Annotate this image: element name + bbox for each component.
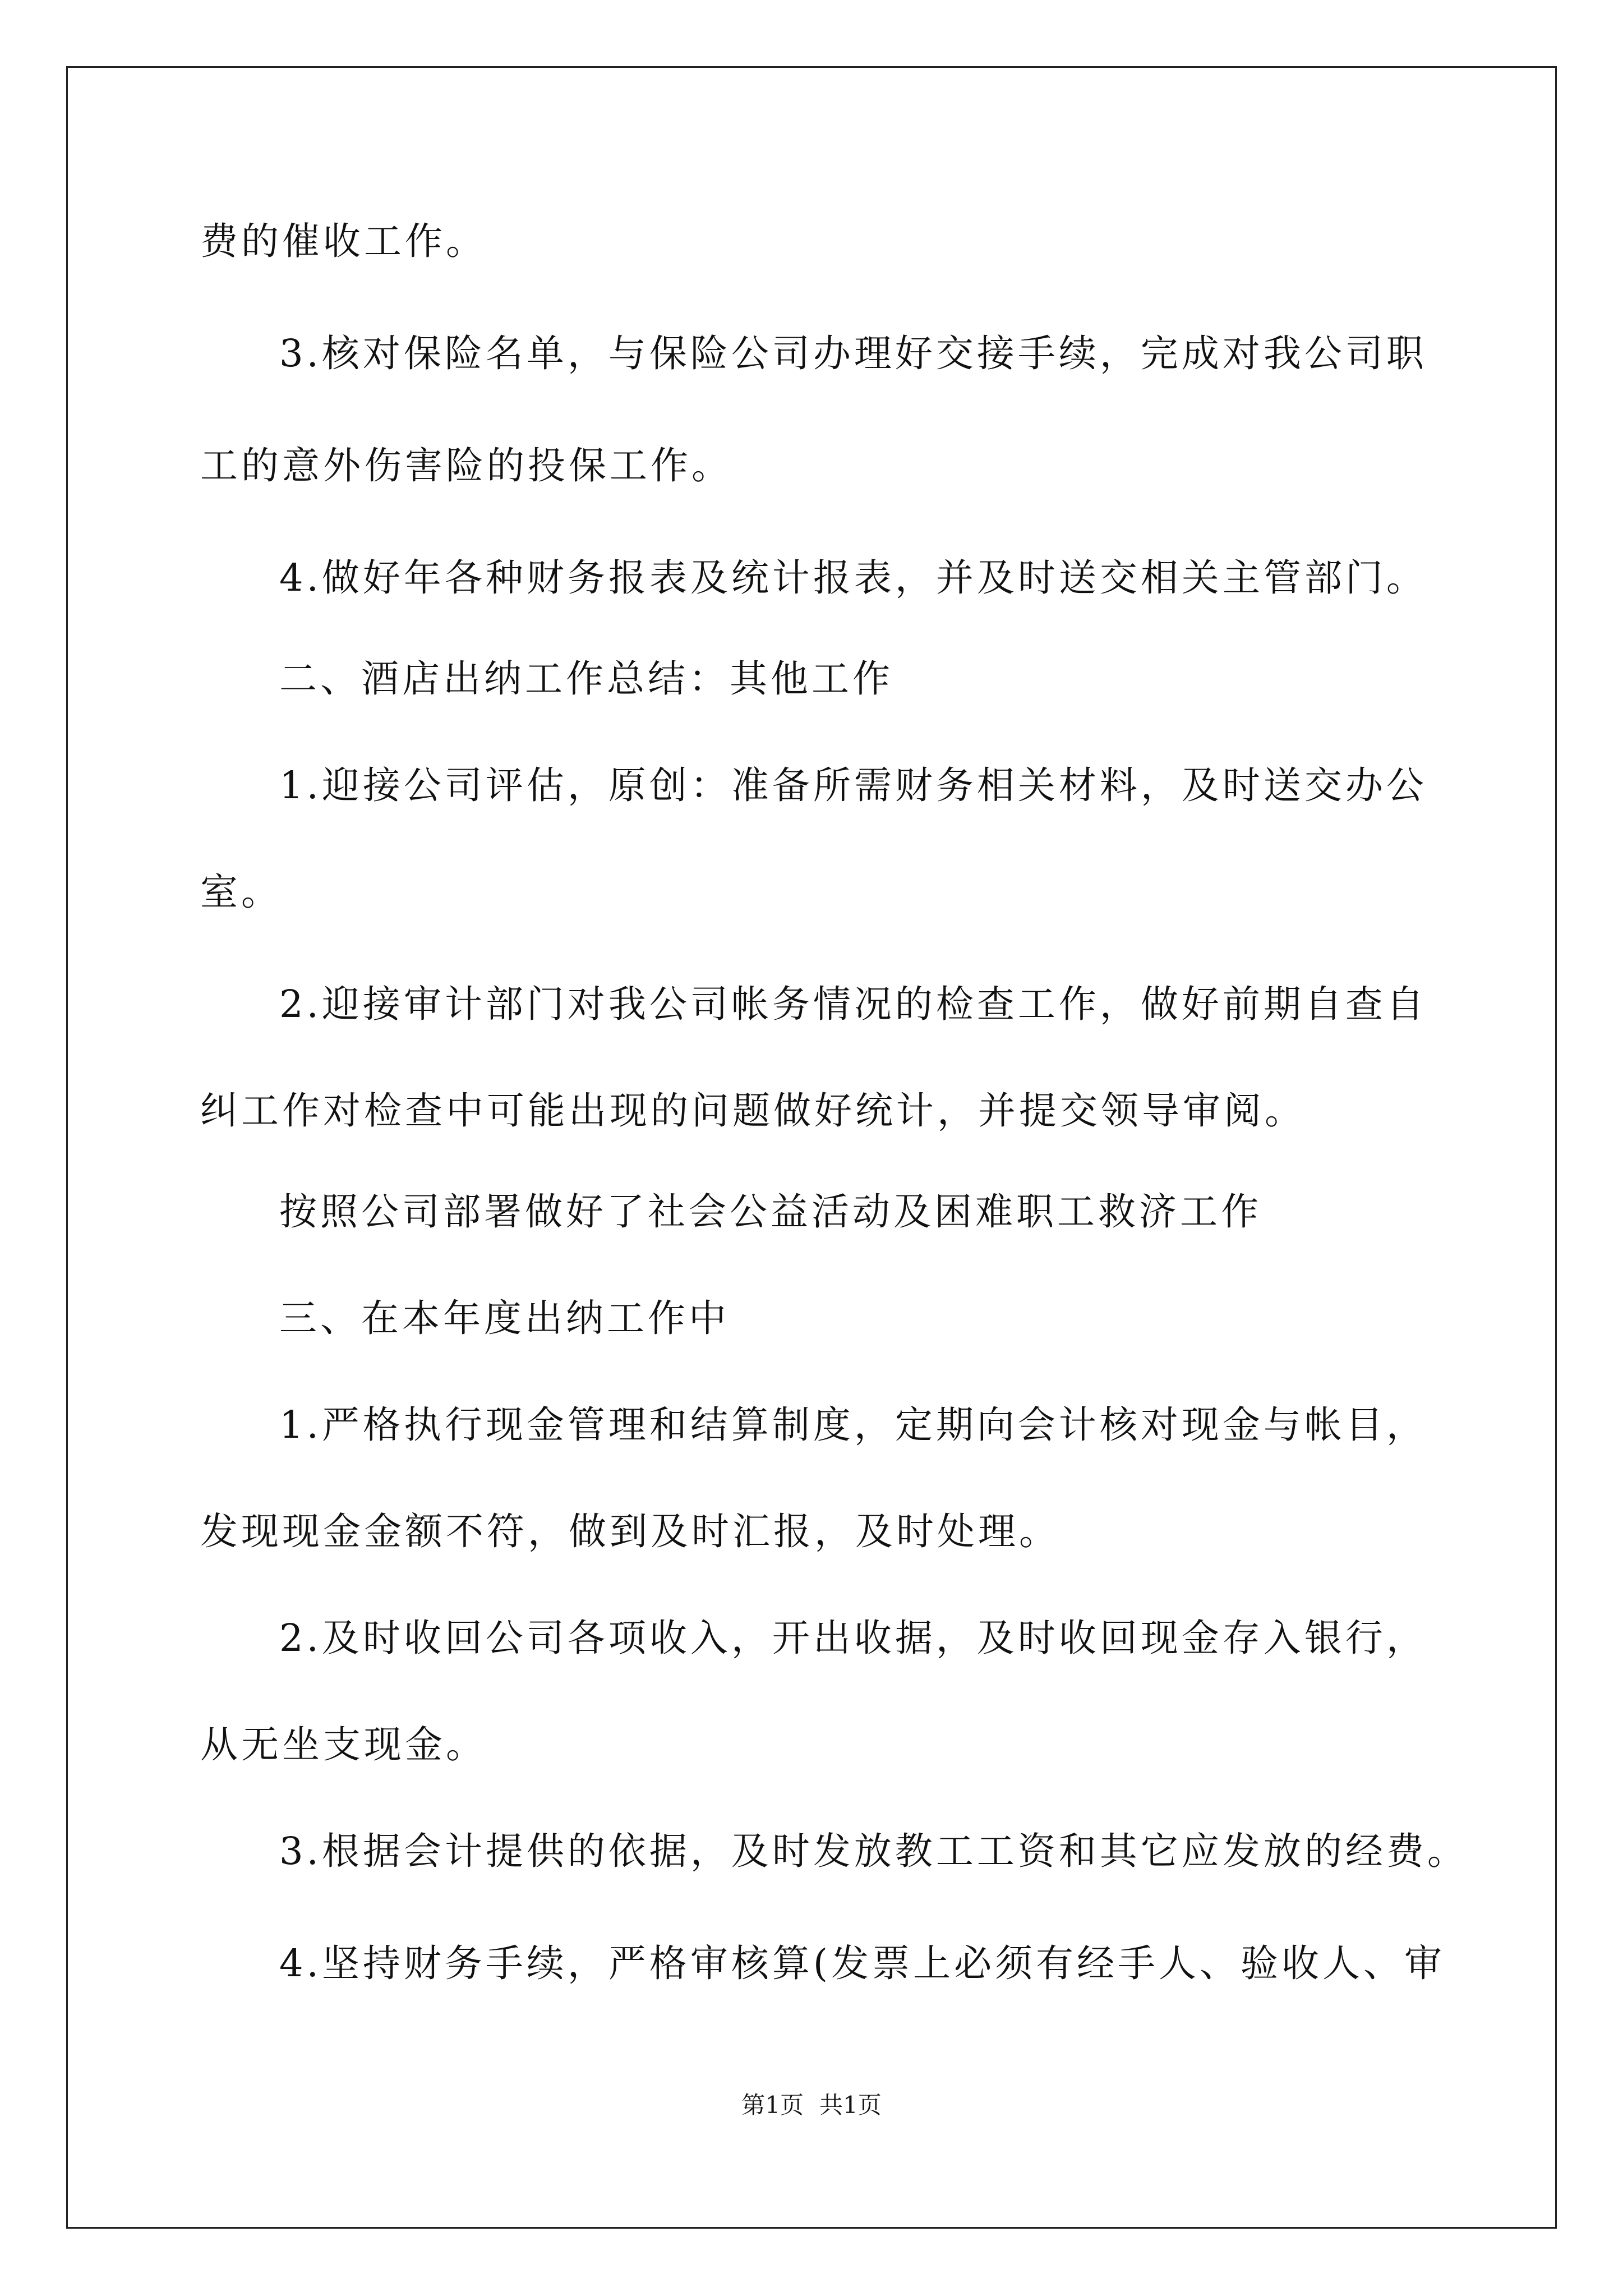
page-footer	[0, 2091, 1623, 2119]
text-line: 1.严格执行现金管理和结算制度，定期向会计核对现金与帐目，	[279, 1403, 1427, 1447]
text-line: 1.迎接公司评估，原创：准备所需财务相关材料，及时送交办公	[279, 763, 1427, 807]
text-line: 从无坐支现金。	[200, 1723, 487, 1766]
text-line: 纠工作对检查中可能出现的问题做好统计，并提交领导审阅。	[200, 1089, 1306, 1133]
page-total: 共1页	[819, 2091, 882, 2119]
text-line: 发现现金金额不符，做到及时汇报，及时处理。	[200, 1510, 1060, 1553]
text-line: 工的意外伤害险的投保工作。	[200, 444, 732, 487]
text-line: 按照公司部署做好了社会公益活动及困难职工救济工作	[279, 1190, 1262, 1234]
text-line: 4.坚持财务手续，严格审核算(发票上必须有经手人、验收人、审	[279, 1941, 1446, 1985]
text-line: 室。	[200, 870, 282, 914]
text-line: 2.迎接审计部门对我公司帐务情况的检查工作，做好前期自查自	[279, 982, 1427, 1026]
text-line: 4.做好年各种财务报表及统计报表，并及时送交相关主管部门。	[279, 556, 1427, 600]
page-number: 第1页	[741, 2091, 804, 2119]
text-line: 费的催收工作。	[200, 219, 487, 263]
text-line: 2.及时收回公司各项收入，开出收据，及时收回现金存入银行，	[279, 1616, 1427, 1660]
page-border	[66, 66, 1557, 2229]
section-heading: 二、酒店出纳工作总结：其他工作	[279, 657, 893, 701]
section-heading: 三、在本年度出纳工作中	[279, 1296, 730, 1340]
text-line: 3.根据会计提供的依据，及时发放教工工资和其它应发放的经费。	[279, 1829, 1468, 1873]
text-line: 3.核对保险名单，与保险公司办理好交接手续，完成对我公司职	[279, 332, 1427, 375]
